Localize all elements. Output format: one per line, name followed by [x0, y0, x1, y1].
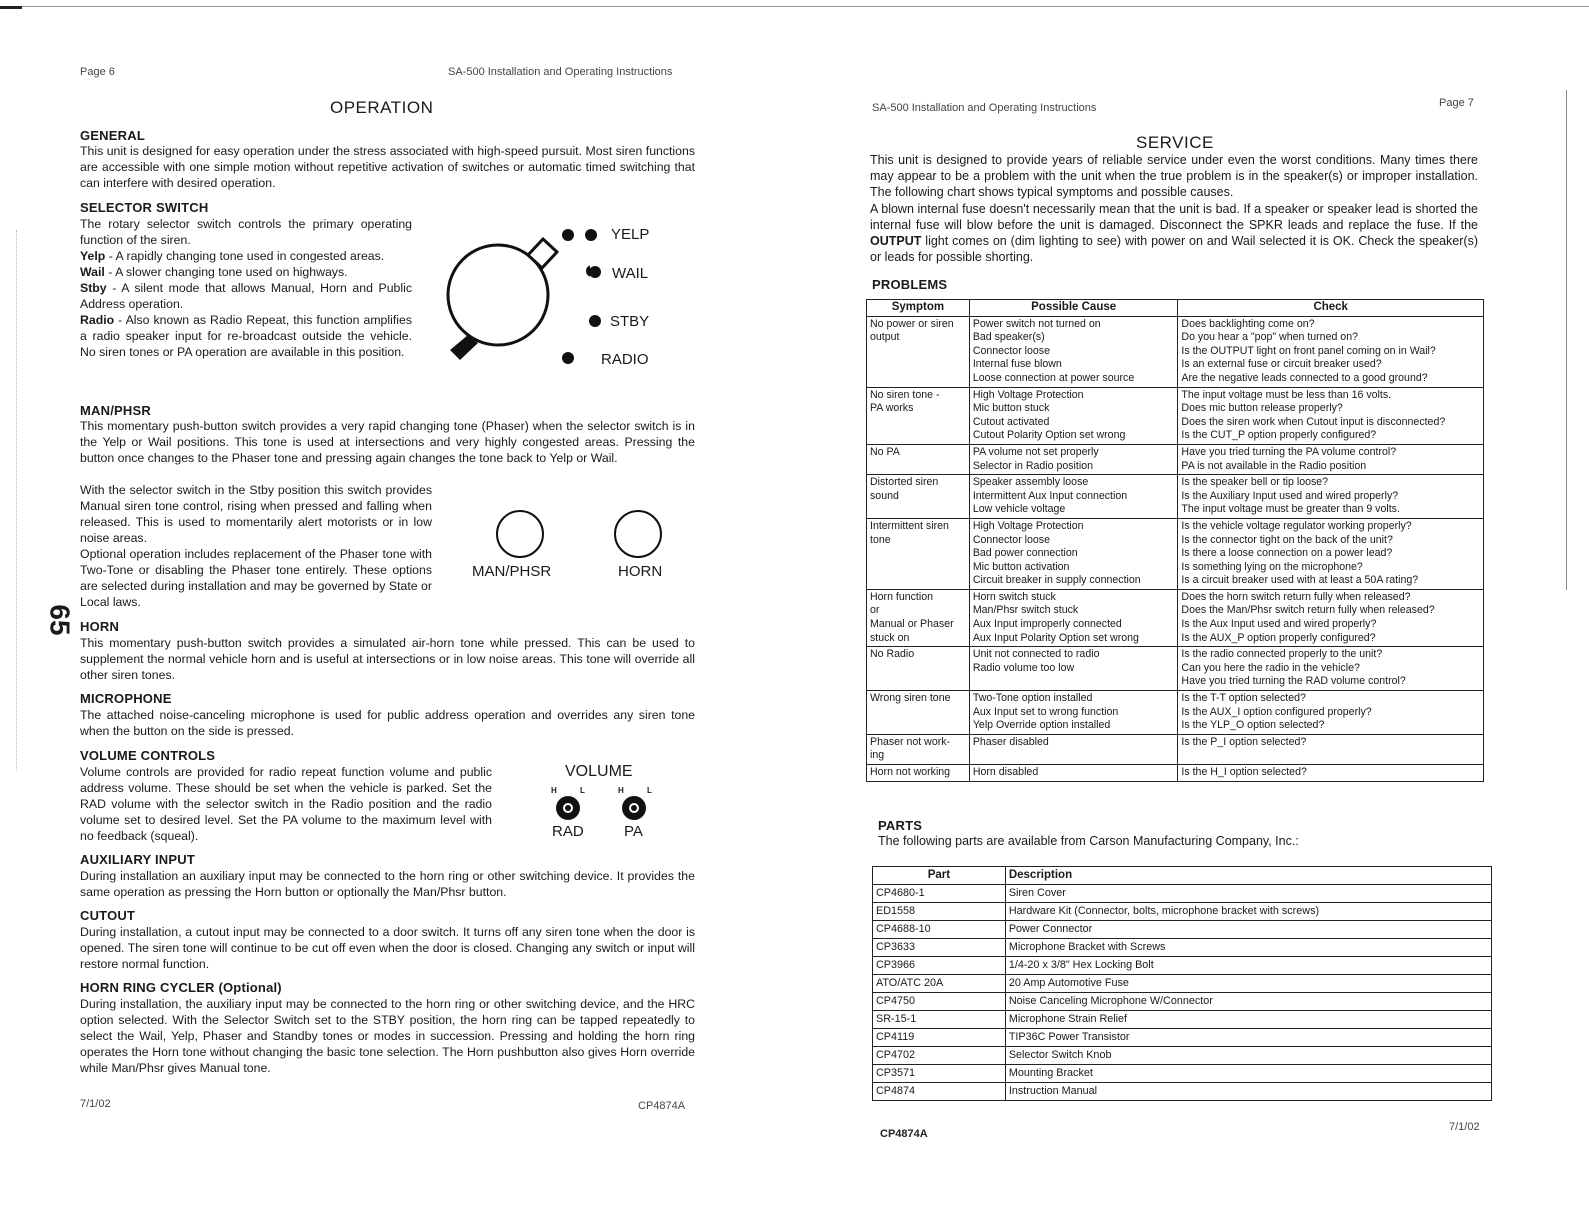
check-cell: [1178, 691, 1484, 735]
check-cell-line: Does mic button release properly?: [1181, 402, 1343, 415]
symptom-cell-line: or: [870, 604, 880, 617]
scan-dotted-line: [16, 230, 17, 770]
part-description-cell: 1/4-20 x 3/8" Hex Locking Bolt: [1005, 957, 1491, 975]
side-page-number: 65: [44, 604, 76, 636]
parts-row: [873, 1065, 1492, 1083]
parts-row: [873, 1047, 1492, 1065]
rad-high-mark: H: [551, 786, 557, 795]
fuse-paragraph: [870, 201, 1478, 265]
manphsr-text-3: Optional operation includes replacement of the Phaser tone with Two-Tone or disabling the Phaser tone entirely. These options are selected during installation and may be governed by State or Local laws.: [80, 547, 432, 609]
symptom-cell: [867, 387, 970, 444]
check-cell-line: The input voltage must be greater than 9 volts.: [1181, 503, 1400, 516]
check-cell: [1178, 475, 1484, 519]
position-radio: RADIO: [601, 351, 649, 368]
microphone-heading: MICROPHONE: [80, 691, 172, 706]
problem-row: [867, 444, 1484, 474]
horn-button-label: HORN: [618, 563, 663, 580]
selector-body: [80, 216, 412, 360]
part-number-cell: CP3571: [873, 1065, 1006, 1083]
rad-knob-label: RAD: [552, 823, 584, 840]
check-cell-line: Is the vehicle voltage regulator working properly?: [1181, 519, 1412, 532]
yelp-indicator-dot: [585, 229, 597, 241]
cutout-text: During installation, a cutout input may be connected to a door switch. It turns off any siren tone when the door is opened. The siren tone will continue to be cut off even when the door is closed. Changing any switch or input will restore normal function.: [80, 925, 695, 971]
parts-row: [873, 903, 1492, 921]
cause-cell-line: Yelp Override option installed: [972, 719, 1111, 732]
check-cell: [1178, 734, 1484, 764]
symptom-cell-line: Phaser not work-: [870, 735, 951, 748]
cause-cell-line: High Voltage Protection: [972, 388, 1084, 401]
cause-header: Possible Cause: [969, 300, 1178, 317]
position-stby: STBY: [610, 313, 650, 330]
horn-heading: HORN: [80, 619, 120, 634]
check-cell-line: Is a circuit breaker used with at least a 50A rating?: [1181, 574, 1419, 587]
symptom-cell: [867, 647, 970, 691]
cause-cell-line: Unit not connected to radio: [972, 648, 1100, 661]
check-cell-line: Are the negative leads connected to a good ground?: [1181, 371, 1428, 384]
cause-cell: [969, 589, 1178, 646]
yelp-text: - A rapidly changing tone used in congested areas.: [105, 249, 385, 263]
check-cell-line: Do you hear a "pop" when turned on?: [1181, 331, 1358, 344]
manphsr-button-icon: [496, 510, 544, 558]
check-cell: [1178, 387, 1484, 444]
right-header-doc: SA-500 Installation and Operating Instructions: [872, 102, 1097, 114]
parts-row: [873, 885, 1492, 903]
symptom-cell: [867, 691, 970, 735]
manphsr-button-label: MAN/PHSR: [472, 563, 552, 580]
volume-knobs-diagram: [548, 788, 658, 828]
check-cell-line: Is the Auxiliary Input used and wired properly?: [1181, 489, 1399, 502]
left-footer-code: CP4874A: [638, 1100, 686, 1112]
parts-heading: PARTS: [878, 818, 923, 833]
selector-intro: The rotary selector switch controls the primary operating function of the siren.: [80, 217, 412, 247]
check-cell-line: Is the OUTPUT light on front panel coming on in Wail?: [1181, 344, 1436, 357]
check-cell-line: Have you tried turning the PA volume control?: [1181, 445, 1397, 458]
symptom-cell-line: ing: [870, 749, 885, 762]
volume-figure-title: VOLUME: [565, 763, 633, 780]
check-cell: [1178, 444, 1484, 474]
volume-heading: VOLUME CONTROLS: [80, 748, 216, 763]
problem-row: [867, 647, 1484, 691]
scan-right-edge: [1566, 90, 1567, 590]
cause-cell-line: Internal fuse blown: [972, 358, 1062, 371]
part-number-cell: CP4702: [873, 1047, 1006, 1065]
cause-cell: [969, 316, 1178, 387]
cause-cell: [969, 518, 1178, 589]
problems-heading: PROBLEMS: [872, 277, 948, 292]
general-heading: GENERAL: [80, 128, 145, 143]
position-yelp: YELP: [611, 226, 650, 243]
cause-cell-line: Loose connection at power source: [972, 371, 1135, 384]
check-cell-line: Is the speaker bell or tip loose?: [1181, 476, 1329, 489]
parts-intro: The following parts are available from Carson Manufacturing Company, Inc.:: [878, 834, 1299, 848]
cause-cell-line: Intermittent Aux Input connection: [972, 489, 1128, 502]
part-description-cell: 20 Amp Automotive Fuse: [1005, 975, 1491, 993]
operation-title: OPERATION: [330, 98, 434, 117]
position-wail: WAIL: [612, 265, 649, 282]
description-header: Description: [1005, 867, 1491, 885]
parts-table: [872, 866, 1492, 1101]
scan-corner-mark: [0, 6, 22, 9]
check-cell-line: Does the horn switch return fully when released?: [1181, 590, 1411, 603]
symptom-cell-line: tone: [870, 533, 891, 546]
cause-cell-line: Bad speaker(s): [972, 331, 1045, 344]
parts-row: [873, 921, 1492, 939]
cause-cell: [969, 475, 1178, 519]
symptom-cell-line: Horn function: [870, 590, 934, 603]
pa-low-mark: L: [647, 786, 652, 795]
check-cell-line: Is the H_I option selected?: [1181, 766, 1307, 778]
cause-cell-line: Bad power connection: [972, 547, 1078, 560]
cause-cell-line: Circuit breaker in supply connection: [972, 574, 1141, 587]
symptom-cell-line: sound: [870, 489, 899, 502]
cause-cell-line: Horn switch stuck: [972, 590, 1056, 603]
cause-cell-line: Aux Input Polarity Option set wrong: [972, 631, 1139, 644]
parts-row: [873, 939, 1492, 957]
wail-indicator-dot: [589, 266, 601, 278]
cause-cell-line: Mic button activation: [972, 560, 1070, 573]
part-description-cell: Siren Cover: [1005, 885, 1491, 903]
cause-cell-line: Connector loose: [972, 533, 1050, 546]
right-page-number: Page 7: [1439, 97, 1474, 109]
parts-row: [873, 1083, 1492, 1101]
cause-cell-line: Speaker assembly loose: [972, 476, 1089, 489]
cause-cell-line: Cutout Polarity Option set wrong: [972, 429, 1126, 442]
check-cell: [1178, 518, 1484, 589]
scan-top-edge: [0, 6, 1589, 7]
cause-cell: [969, 765, 1178, 782]
check-cell: [1178, 589, 1484, 646]
part-number-cell: CP4750: [873, 993, 1006, 1011]
horn-text: This momentary push-button switch provides a simulated air-horn tone while pressed. This can be used to supplement the normal vehicle horn and is useful at intersections or in low noise areas. This tone will override all other siren tones.: [80, 636, 695, 682]
check-cell-line: Does the Man/Phsr switch return fully when released?: [1181, 604, 1435, 617]
check-cell: [1178, 647, 1484, 691]
problems-table: [866, 299, 1484, 782]
cause-cell-line: Power switch not turned on: [972, 317, 1101, 330]
general-text: This unit is designed for easy operation under the stress associated with high-speed pursuit. Most siren functions are accessible with one simple motion without repetitive activation of switches or automatic timed switching that can interfere with desired operation.: [80, 144, 695, 190]
check-cell-line: Does backlighting come on?: [1181, 317, 1315, 330]
cause-cell-line: Two-Tone option installed: [972, 692, 1093, 705]
parts-row: [873, 993, 1492, 1011]
parts-row: [873, 975, 1492, 993]
problems-header-row: [867, 300, 1484, 317]
cause-cell-line: Radio volume too low: [972, 661, 1075, 674]
cause-cell-line: Selector in Radio position: [972, 459, 1093, 472]
check-cell-line: Is the T-T option selected?: [1181, 692, 1306, 705]
pa-knob-label: PA: [624, 823, 643, 840]
stby-indicator-dot: [589, 315, 601, 327]
left-header-doc: SA-500 Installation and Operating Instructions: [448, 66, 673, 78]
check-cell: [1178, 765, 1484, 782]
problem-row: [867, 589, 1484, 646]
problem-row: [867, 316, 1484, 387]
check-cell-line: PA is not available in the Radio position: [1181, 459, 1367, 472]
cause-cell-line: Horn disabled: [972, 766, 1039, 778]
left-footer-date: 7/1/02: [80, 1098, 111, 1110]
cutout-heading: CUTOUT: [80, 908, 136, 923]
symptom-cell-line: Intermittent siren: [870, 519, 949, 532]
check-cell-line: The input voltage must be less than 16 volts.: [1181, 388, 1392, 401]
left-page-number: Page 6: [80, 66, 115, 78]
microphone-text: The attached noise-canceling microphone is used for public address operation and overrides any siren tone when the button on the side is pressed.: [80, 708, 695, 738]
symptom-cell: [867, 518, 970, 589]
cause-cell-line: Connector loose: [972, 344, 1050, 357]
parts-header-row: [873, 867, 1492, 885]
part-description-cell: Microphone Bracket with Screws: [1005, 939, 1491, 957]
cause-cell-line: Mic button stuck: [972, 402, 1050, 415]
symptom-cell-line: Horn not working: [870, 766, 951, 778]
selector-heading: SELECTOR SWITCH: [80, 200, 209, 215]
cause-cell-line: Phaser disabled: [972, 735, 1049, 748]
manphsr-heading: MAN/PHSR: [80, 403, 151, 418]
symptom-cell: [867, 316, 970, 387]
part-number-cell: CP3966: [873, 957, 1006, 975]
check-cell-line: Is the radio connected properly to the unit?: [1181, 648, 1383, 661]
parts-row: [873, 1011, 1492, 1029]
check-cell-line: Have you tried turning the RAD volume control?: [1181, 675, 1406, 688]
part-description-cell: Microphone Strain Relief: [1005, 1011, 1491, 1029]
part-number-cell: ED1558: [873, 903, 1006, 921]
problem-row: [867, 475, 1484, 519]
wail-text: - A slower changing tone used on highways.: [104, 265, 348, 279]
problem-row: [867, 518, 1484, 589]
right-footer-date: 7/1/02: [1449, 1121, 1480, 1133]
symptom-cell: [867, 734, 970, 764]
cause-cell-line: PA volume not set properly: [972, 445, 1099, 458]
part-header: Part: [873, 867, 1006, 885]
cause-cell-line: Cutout activated: [972, 415, 1050, 428]
symptom-cell-line: No siren tone -: [870, 388, 940, 401]
wail-term: Wail: [80, 265, 105, 279]
check-cell-line: Is the Aux Input used and wired properly?: [1181, 618, 1377, 631]
fuse-text-a: A blown internal fuse doesn't necessarily mean that the unit is bad. If a speaker or speaker lead is shorted the internal fuse will blow before the unit is damaged. Disconnect the SPKR leads and replace the fuse. If the: [870, 202, 1478, 232]
part-description-cell: Instruction Manual: [1005, 1083, 1491, 1101]
pa-high-mark: H: [618, 786, 624, 795]
service-title: SERVICE: [1136, 133, 1214, 152]
hrc-heading: HORN RING CYCLER (Optional): [80, 980, 282, 995]
check-cell-line: Can you here the radio in the vehicle?: [1181, 661, 1360, 674]
cause-cell: [969, 734, 1178, 764]
stby-term: Stby: [80, 281, 107, 295]
symptom-cell: [867, 475, 970, 519]
selector-knob-diagram: [440, 225, 590, 360]
cause-cell-line: Low vehicle voltage: [972, 503, 1066, 516]
check-cell-line: Is the AUX_P option properly configured?: [1181, 631, 1376, 644]
part-description-cell: TIP36C Power Transistor: [1005, 1029, 1491, 1047]
yelp-term: Yelp: [80, 249, 106, 263]
symptom-cell-line: Distorted siren: [870, 476, 939, 489]
cause-cell: [969, 387, 1178, 444]
radio-indicator-dot: [562, 352, 574, 364]
symptom-cell-line: output: [870, 331, 900, 344]
part-description-cell: Power Connector: [1005, 921, 1491, 939]
rad-low-mark: L: [580, 786, 585, 795]
part-description-cell: Selector Switch Knob: [1005, 1047, 1491, 1065]
symptom-cell-line: Wrong siren tone: [870, 692, 951, 705]
symptom-cell-line: Manual or Phaser: [870, 618, 954, 631]
check-cell-line: Is there a loose connection on a power lead?: [1181, 547, 1393, 560]
cause-cell: [969, 691, 1178, 735]
symptom-header: Symptom: [867, 300, 970, 317]
cause-cell: [969, 444, 1178, 474]
check-cell-line: Is the connector tight on the back of the unit?: [1181, 533, 1393, 546]
part-number-cell: ATO/ATC 20A: [873, 975, 1006, 993]
check-cell-line: Is something lying on the microphone?: [1181, 560, 1363, 573]
manphsr-text-1: This momentary push-button switch provides a very rapid changing tone (Phaser) when the selector switch is in the Yelp or Wail positions. This tone is used at intersections and very highly congested areas. Pressing the button once changes to the Phaser tone and pressing again changes the tone back to Yelp or Wail.: [80, 419, 695, 465]
cause-cell-line: Aux Input set to wrong function: [972, 705, 1119, 718]
part-number-cell: CP4874: [873, 1083, 1006, 1101]
aux-heading: AUXILIARY INPUT: [80, 852, 195, 867]
problem-row: [867, 765, 1484, 782]
part-description-cell: Noise Canceling Microphone W/Connector: [1005, 993, 1491, 1011]
radio-term: Radio: [80, 313, 115, 327]
cause-cell: [969, 647, 1178, 691]
symptom-cell-line: No PA: [870, 445, 900, 458]
service-intro: This unit is designed to provide years of reliable service under even the worst conditions. Many times there may appear to be a problem with the unit when the true problem is in the speaker(s) or improper installation. The following chart shows typical symptoms and possible causes.: [870, 153, 1478, 199]
symptom-cell-line: No power or siren: [870, 317, 954, 330]
check-cell-line: Is an external fuse or circuit breaker used?: [1181, 358, 1382, 371]
symptom-cell: [867, 765, 970, 782]
horn-button-icon: [614, 510, 662, 558]
symptom-cell-line: stuck on: [870, 631, 910, 644]
cause-cell-line: High Voltage Protection: [972, 519, 1084, 532]
cause-cell-line: Man/Phsr switch stuck: [972, 604, 1079, 617]
part-number-cell: CP4688-10: [873, 921, 1006, 939]
hrc-text: During installation, the auxiliary input may be connected to the horn ring or other switching device, and the HRC option selected. With the Selector Switch set to the STBY position, the horn ring can be tapped repeatedly to select the Wail, Yelp, Phaser and Standby tones or modes in succession. Pressing and holding the horn ring operates the Horn tone without changing the basic tone selection. The Horn pushbutton also gives Horn override while Man/Phsr gives Manual tone.: [80, 997, 695, 1075]
part-number-cell: CP4119: [873, 1029, 1006, 1047]
symptom-cell-line: No Radio: [870, 648, 915, 661]
check-cell-line: Is the CUT_P option properly configured?: [1181, 429, 1377, 442]
symptom-cell: [867, 589, 970, 646]
symptom-cell: [867, 444, 970, 474]
fuse-output-term: OUTPUT: [870, 234, 922, 248]
aux-text: During installation an auxiliary input may be connected to the horn ring or other switching device. It provides the same operation as pressing the Horn button or optionally the Man/Phsr button.: [80, 869, 695, 899]
check-cell-line: Is the AUX_I option configured properly?: [1181, 705, 1372, 718]
volume-text: Volume controls are provided for radio repeat function volume and public address volume. These should be set when the vehicle is parked. Set the RAD volume with the selector switch in the Radio position and the radio volume set to desired level. Set the PA volume to the maximum level with no feedback (squeal).: [80, 765, 492, 843]
part-number-cell: SR-15-1: [873, 1011, 1006, 1029]
right-footer-code: CP4874A: [880, 1128, 928, 1140]
cause-cell-line: Aux Input improperly connected: [972, 618, 1122, 631]
parts-row: [873, 957, 1492, 975]
part-number-cell: CP3633: [873, 939, 1006, 957]
symptom-cell-line: PA works: [870, 402, 914, 415]
problem-row: [867, 691, 1484, 735]
check-header: Check: [1178, 300, 1484, 317]
check-cell: [1178, 316, 1484, 387]
problem-row: [867, 734, 1484, 764]
manphsr-text-2: With the selector switch in the Stby position this switch provides Manual siren tone control, rising when pressed and falling when released. This is used to momentarily alert motorists or in low noise areas.: [80, 483, 432, 545]
parts-row: [873, 1029, 1492, 1047]
check-cell-line: Is the YLP_O option selected?: [1181, 719, 1325, 732]
check-cell-line: Does the siren work when Cutout input is disconnected?: [1181, 415, 1446, 428]
check-cell-line: Is the P_I option selected?: [1181, 735, 1307, 748]
part-number-cell: CP4680-1: [873, 885, 1006, 903]
problem-row: [867, 387, 1484, 444]
radio-text: - Also known as Radio Repeat, this function amplifies a radio speaker input for re-broadcast outside the vehicle. No siren tones or PA operation are available in this position.: [80, 313, 412, 359]
part-description-cell: Mounting Bracket: [1005, 1065, 1491, 1083]
fuse-text-b: light comes on (dim lighting to see) with power on and Wail selected it is OK. Check the speaker(s) or leads for possible shorting.: [870, 234, 1478, 264]
stby-text: - A silent mode that allows Manual, Horn and Public Address operation.: [80, 281, 412, 311]
part-description-cell: Hardware Kit (Connector, bolts, microphone bracket with screws): [1005, 903, 1491, 921]
